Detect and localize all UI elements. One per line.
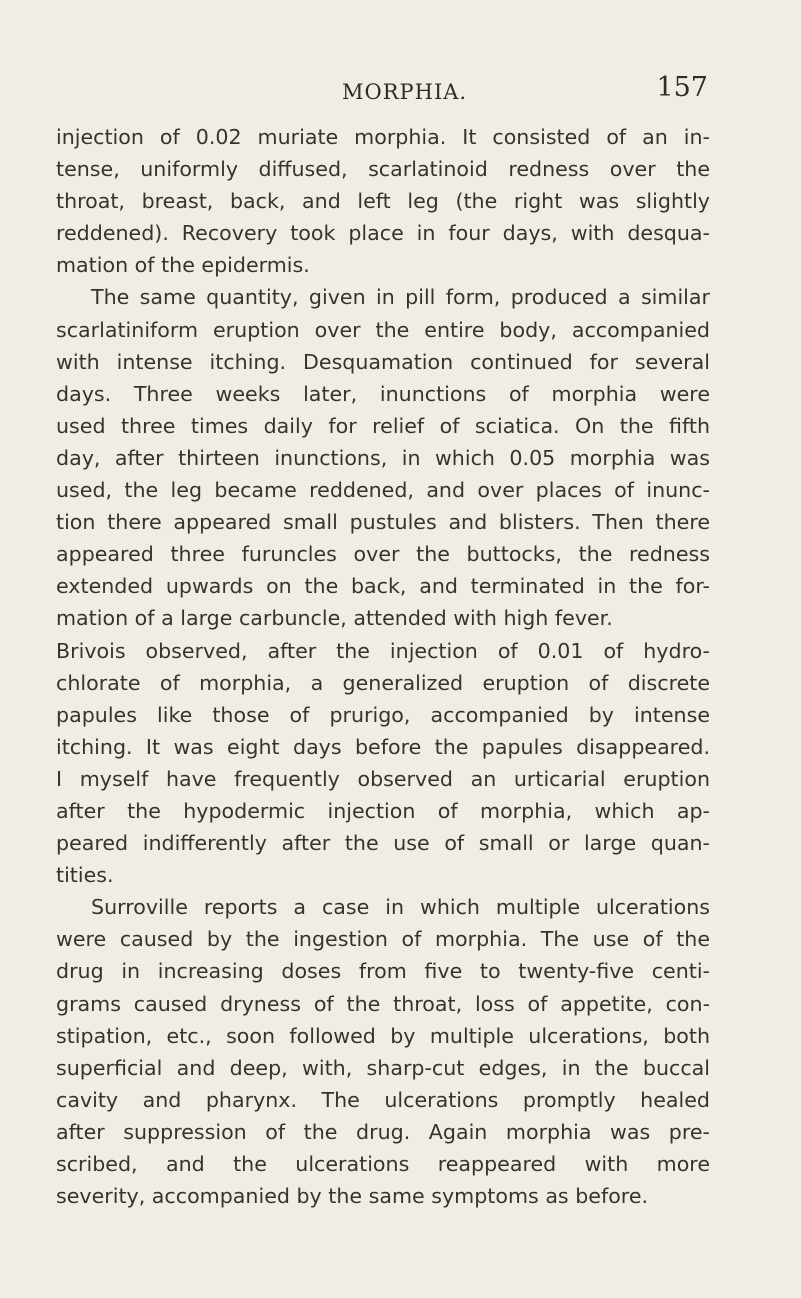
text-line: after the hypodermic injection of morphia, which ap- xyxy=(56,798,710,823)
text-line: cavity and pharynx. The ulcerations promptly healed xyxy=(56,1087,710,1112)
text-line: I myself have frequently observed an urticarial eruption xyxy=(56,766,710,791)
text-line: superficial and deep, with, sharp-cut edges, in the buccal xyxy=(56,1055,710,1080)
text-line: Brivois observed, after the injection of 0.01 of hydro- xyxy=(56,638,710,663)
text-line: itching. It was eight days before the papules disappeared. xyxy=(56,734,710,759)
page-header xyxy=(56,72,710,112)
text-line: scribed, and the ulcerations reappeared with more xyxy=(56,1152,710,1176)
text-line: reddened). Recovery took place in four days, with desqua- xyxy=(56,221,710,246)
text-line: injection of 0.02 muriate morphia. It consisted of an in- xyxy=(56,125,710,149)
text-line: day, after thirteen inunctions, in which 0.05 morphia was xyxy=(56,445,710,470)
text-line: tities. xyxy=(56,863,114,888)
text-line: The same quantity, given in pill form, produced a similar xyxy=(91,285,710,310)
text-line: used three times daily for relief of sciatica. On the fifth xyxy=(56,413,710,438)
text-line: after suppression of the drug. Again morphia was pre- xyxy=(56,1119,710,1144)
text-line: extended upwards on the back, and terminated in the for- xyxy=(56,574,710,599)
text-line: used, the leg became reddened, and over places of inunc- xyxy=(56,478,710,503)
text-line: papules like those of prurigo, accompanied by intense xyxy=(56,702,710,727)
text-line: were caused by the ingestion of morphia. The use of the xyxy=(56,927,710,952)
text-line: tense, uniformly diffused, scarlatinoid redness over the xyxy=(56,157,710,182)
text-line: peared indifferently after the use of small or large quan- xyxy=(56,831,710,856)
text-line: scarlatiniform eruption over the entire body, accompanied xyxy=(56,317,710,342)
page-number: 157 xyxy=(656,72,708,103)
text-line: throat, breast, back, and left leg (the right was slightly xyxy=(56,189,710,214)
body-text xyxy=(56,121,710,1212)
running-head: MORPHIA. xyxy=(342,80,468,104)
text-line: appeared three furuncles over the buttocks, the redness xyxy=(56,542,710,567)
text-line: grams caused dryness of the throat, loss of appetite, con- xyxy=(56,991,710,1016)
text-line: drug in increasing doses from five to twenty-five centi- xyxy=(56,959,710,984)
text-line: tion there appeared small pustules and blisters. Then there xyxy=(56,510,710,535)
text-line: mation of the epidermis. xyxy=(56,253,310,278)
text-line: mation of a large carbuncle, attended with high fever. xyxy=(56,606,613,631)
text-line: chlorate of morphia, a generalized eruption of discrete xyxy=(56,670,710,695)
text-line: severity, accompanied by the same symptoms as before. xyxy=(56,1184,649,1209)
text-line: stipation, etc., soon followed by multiple ulcerations, both xyxy=(56,1023,710,1048)
text-line: with intense itching. Desquamation continued for several xyxy=(56,349,710,374)
text-line: Surroville reports a case in which multiple ulcerations xyxy=(91,895,710,920)
text-line: days. Three weeks later, inunctions of morphia were xyxy=(56,381,710,406)
